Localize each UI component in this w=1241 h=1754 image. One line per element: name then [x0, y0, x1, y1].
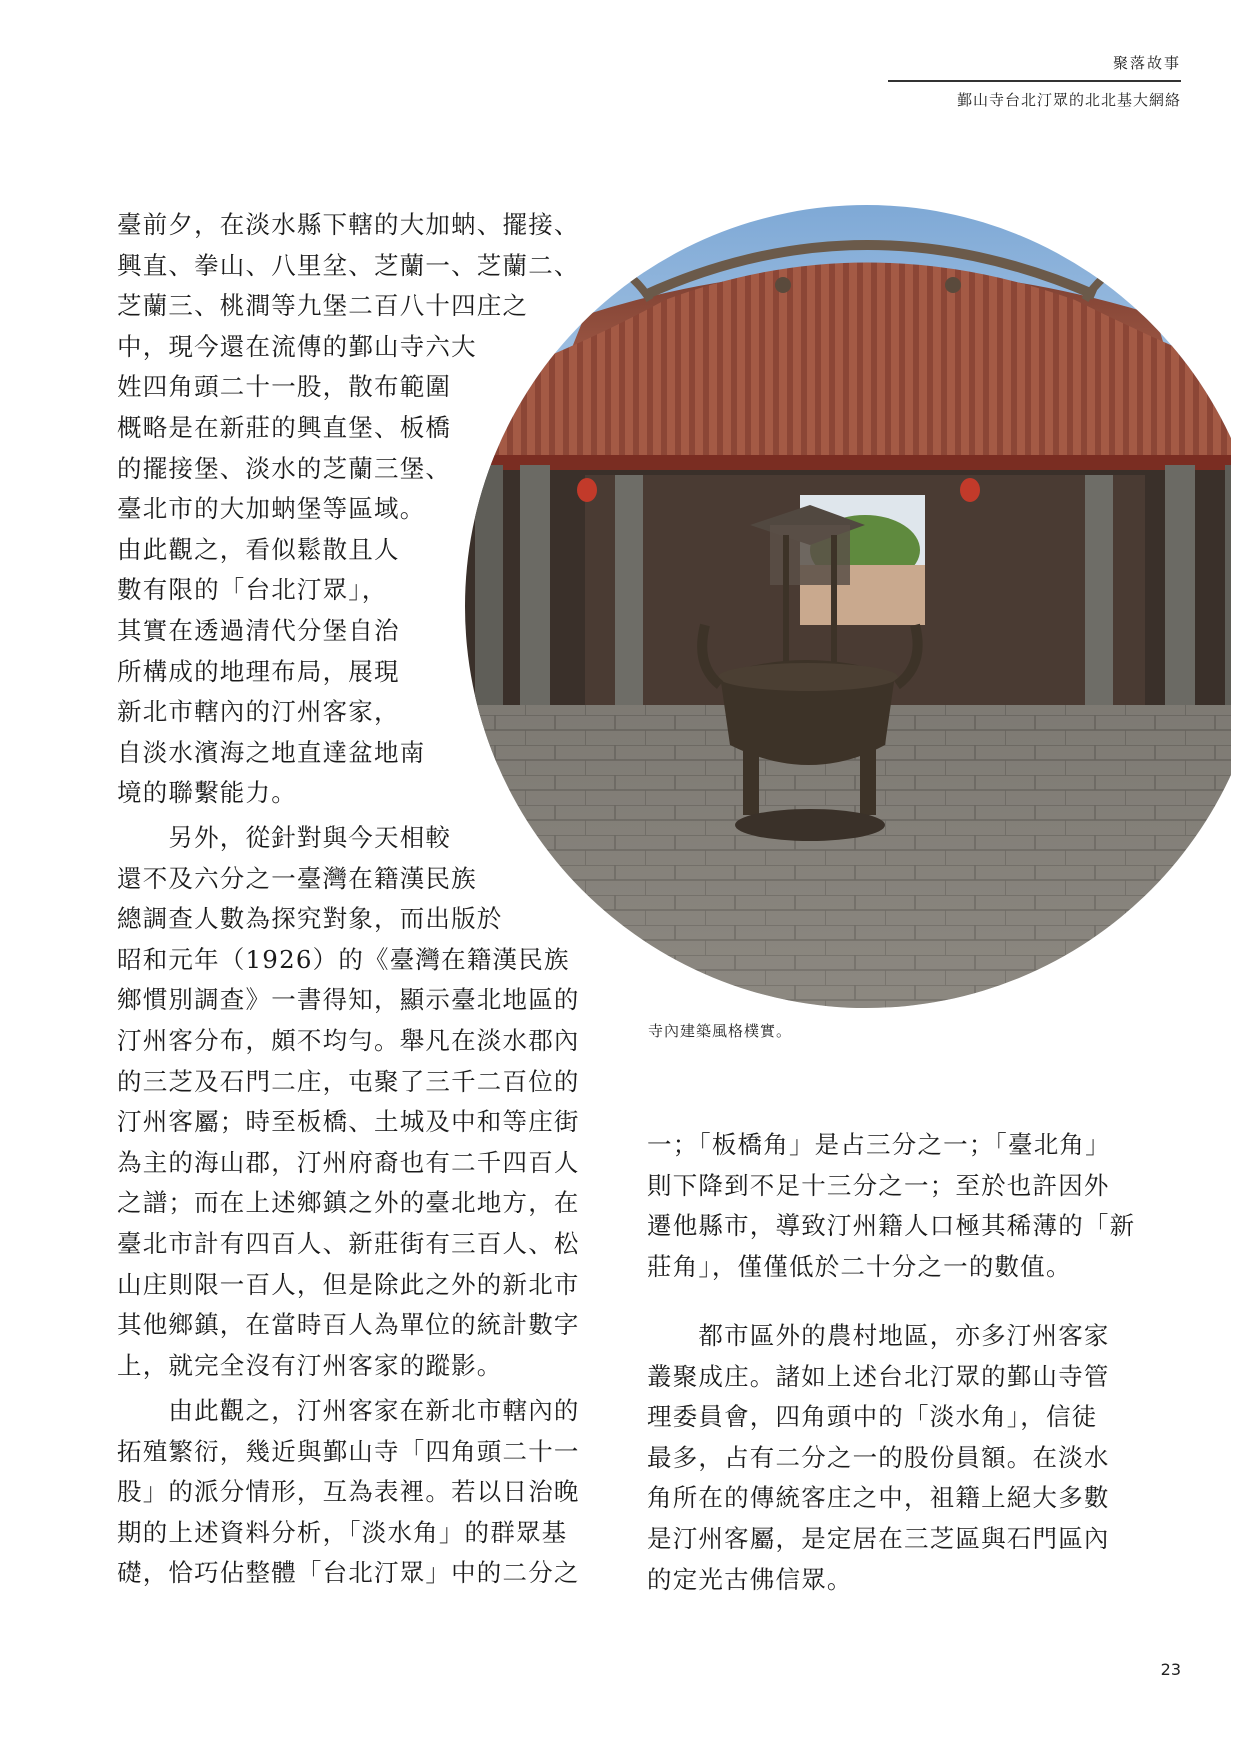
running-header: 鄞山寺台北汀眾的北北基大網絡	[956, 91, 1181, 109]
text-line: 叢聚成庄。諸如上述台北汀眾的鄞山寺管	[647, 1361, 1110, 1391]
text-line: 最多，占有二分之一的股份員額。在淡水	[647, 1442, 1110, 1472]
text-line: 股」的派分情形，互為表裡。若以日治晚	[117, 1477, 580, 1507]
text-line: 臺北市計有四百人、新莊街有三百人、松	[117, 1228, 580, 1258]
text-line: 的擺接堡、淡水的芝蘭三堡、	[117, 453, 452, 483]
text-line: 的定光古佛信眾。	[647, 1564, 853, 1594]
text-line: 山庄則限一百人，但是除此之外的新北市	[117, 1269, 580, 1299]
text-line: 則下降到不足十三分之一；至於也許因外	[647, 1170, 1110, 1200]
text-line: 遷他縣市，導致汀州籍人口極其稀薄的「新	[647, 1211, 1136, 1241]
text-line: 由此觀之，看似鬆散且人	[117, 534, 400, 564]
text-line: 的三芝及石門二庄，屯聚了三千二百位的	[117, 1066, 580, 1096]
page-number: 23	[1160, 1660, 1181, 1679]
text-line: 臺北市的大加蚋堡等區域。	[117, 494, 426, 524]
text-line: 上，就完全沒有汀州客家的蹤影。	[117, 1350, 503, 1380]
text-line: 期的上述資料分析，「淡水角」的群眾基	[117, 1517, 568, 1547]
text-line: 其實在透過清代分堡自治	[117, 615, 400, 645]
text-line: 之譜；而在上述鄉鎮之外的臺北地方，在	[117, 1188, 580, 1218]
text-line: 境的聯繫能力。	[117, 778, 297, 808]
text-line: 數有限的「台北汀眾」，	[117, 575, 388, 605]
text-line: 另外，從針對與今天相較	[117, 823, 452, 852]
text-line: 汀州客屬；時至板橋、土城及中和等庄街	[117, 1107, 580, 1137]
analysis-paragraph	[117, 1391, 580, 1594]
text-line: 總調查人數為探究對象，而出版於	[117, 904, 503, 934]
text-line: 拓殖繁衍，幾近與鄞山寺「四角頭二十一	[117, 1436, 580, 1466]
header-rule	[888, 80, 1181, 82]
text-line: 莊角」，僅僅低於二十分之一的數值。	[647, 1251, 1072, 1281]
text-line: 礎，恰巧佔整體「台北汀眾」中的二分之	[117, 1558, 580, 1588]
continuation-paragraph	[647, 1125, 1135, 1287]
text-line: 都市區外的農村地區，亦多汀州客家	[647, 1321, 1110, 1350]
text-line: 自淡水濱海之地直達盆地南	[117, 737, 426, 767]
text-line: 昭和元年（1926）的《臺灣在籍漢民族	[117, 944, 570, 974]
text-line: 概略是在新莊的興直堡、板橋	[117, 412, 452, 442]
rural-paragraph	[647, 1316, 1110, 1600]
section-title: 聚落故事	[1112, 54, 1181, 72]
text-line: 理委員會，四角頭中的「淡水角」，信徒	[647, 1402, 1098, 1432]
photo-page-edge	[1231, 180, 1241, 1040]
text-line: 興直、拳山、八里坌、芝蘭一、芝蘭二、	[117, 250, 580, 280]
text-line: 鄉慣別調查》一書得知，顯示臺北地區的	[117, 985, 580, 1015]
text-line: 所構成的地理布局，展現	[117, 656, 400, 686]
text-line: 角所在的傳統客庄之中，祖籍上絕大多數	[647, 1483, 1110, 1513]
text-line: 其他鄉鎮，在當時百人為單位的統計數字	[117, 1310, 580, 1340]
intro-paragraph	[117, 205, 580, 814]
text-line: 一；「板橋角」是占三分之一；「臺北角」	[647, 1130, 1111, 1159]
text-line: 中，現今還在流傳的鄞山寺六大	[117, 331, 477, 361]
text-line: 姓四角頭二十一股，散布範圍	[117, 372, 452, 402]
text-line: 臺前夕，在淡水縣下轄的大加蚋、擺接、	[117, 210, 580, 239]
text-line: 芝蘭三、桃澗等九堡二百八十四庄之	[117, 291, 529, 321]
temple-courtyard-photo	[465, 205, 1241, 1008]
text-line: 是汀州客屬，是定居在三芝區與石門區內	[647, 1523, 1110, 1553]
text-line: 還不及六分之一臺灣在籍漢民族	[117, 863, 477, 893]
text-line: 新北市轄內的汀州客家，	[117, 697, 400, 727]
text-line: 汀州客分布，頗不均勻。舉凡在淡水郡內	[117, 1025, 580, 1055]
text-line: 由此觀之，汀州客家在新北市轄內的	[117, 1396, 580, 1425]
census-paragraph	[117, 818, 580, 1386]
photo-caption: 寺內建築風格樸實。	[648, 1022, 793, 1040]
text-line: 為主的海山郡，汀州府裔也有二千四百人	[117, 1147, 580, 1177]
